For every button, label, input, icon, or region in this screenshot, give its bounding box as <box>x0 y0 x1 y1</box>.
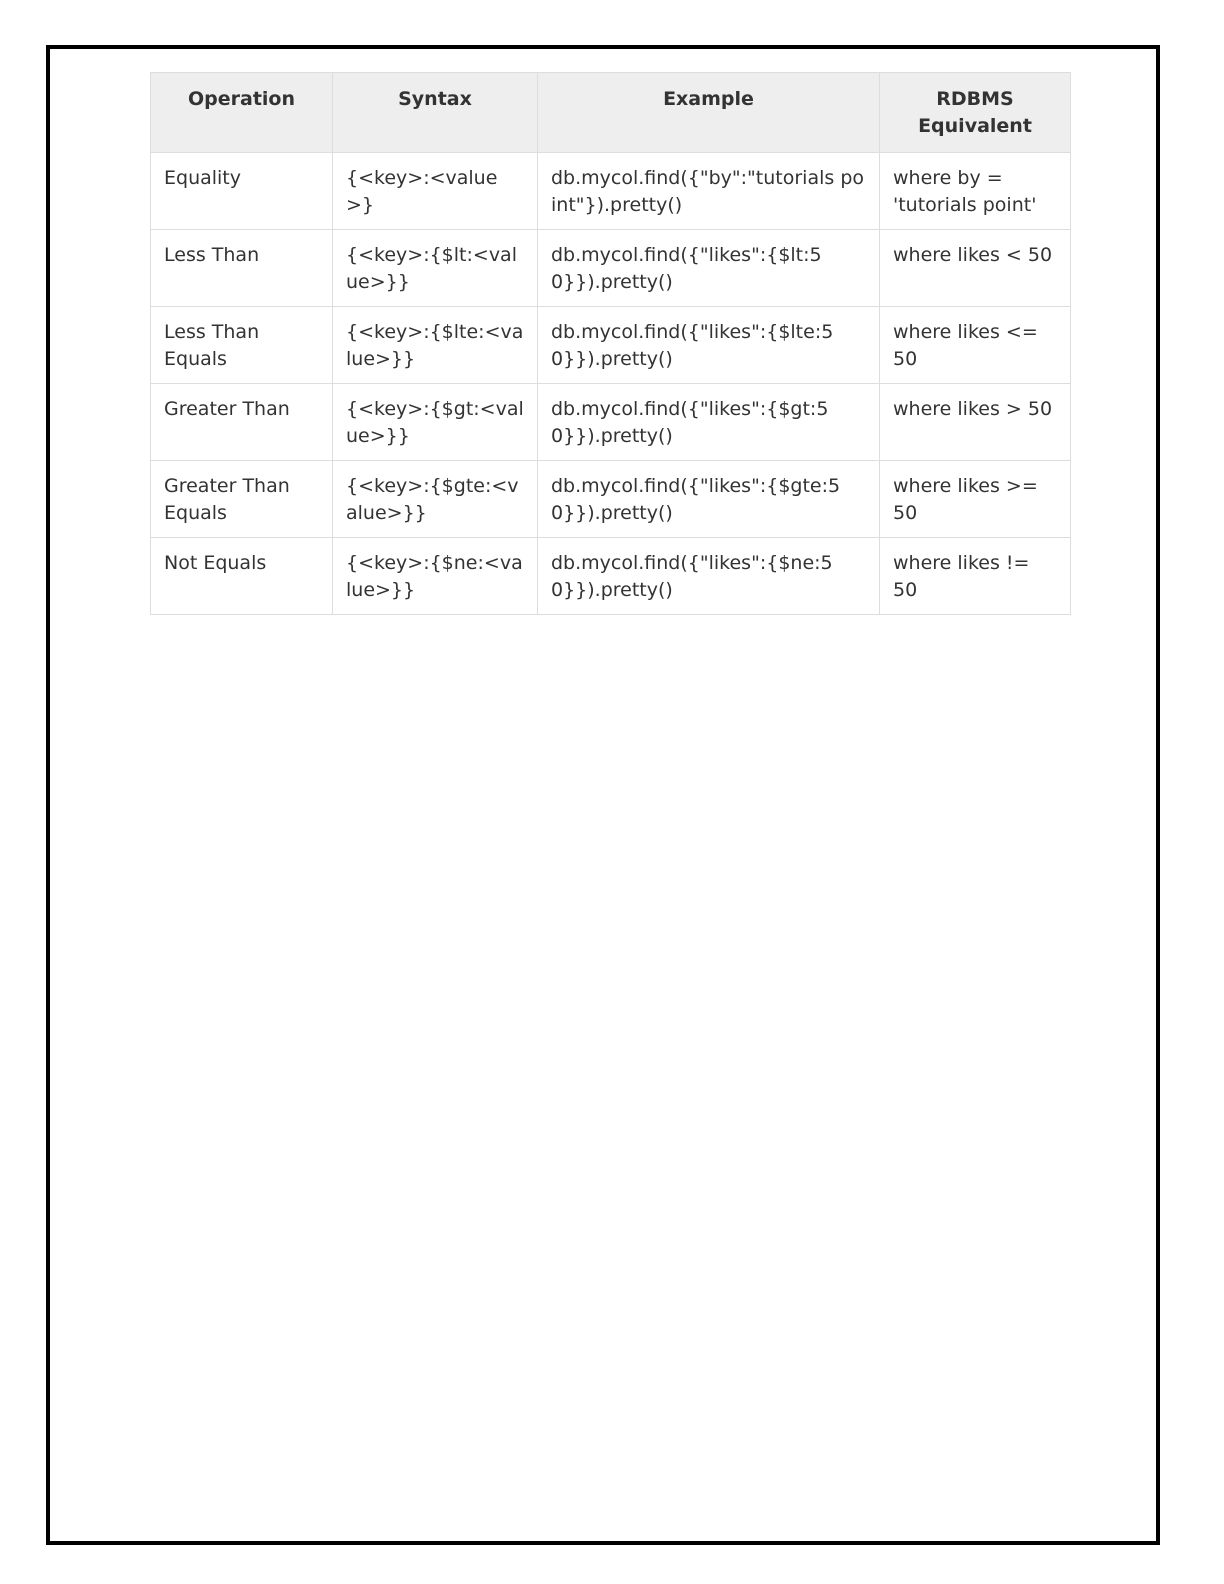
table-header-row <box>151 73 1071 153</box>
cell-example: db.mycol.find({"likes":{$gte:50}}).pretty() <box>538 461 880 538</box>
cell-syntax: {<key>:<value>} <box>333 153 538 230</box>
cell-example: db.mycol.find({"likes":{$lt:50}}).pretty() <box>538 230 880 307</box>
table-row <box>151 538 1071 615</box>
table-row <box>151 384 1071 461</box>
header-example: Example <box>538 73 880 153</box>
cell-example: db.mycol.find({"by":"tutorials point"}).pretty() <box>538 153 880 230</box>
table-row <box>151 461 1071 538</box>
cell-operation: Greater Than Equals <box>151 461 333 538</box>
cell-operation: Not Equals <box>151 538 333 615</box>
table-row <box>151 230 1071 307</box>
cell-operation: Greater Than <box>151 384 333 461</box>
cell-operation: Less Than Equals <box>151 307 333 384</box>
cell-syntax: {<key>:{$gte:<value>}} <box>333 461 538 538</box>
cell-example: db.mycol.find({"likes":{$gt:50}}).pretty() <box>538 384 880 461</box>
page-frame <box>46 45 1160 1545</box>
cell-syntax: {<key>:{$lt:<value>}} <box>333 230 538 307</box>
cell-syntax: {<key>:{$gt:<value>}} <box>333 384 538 461</box>
cell-syntax: {<key>:{$ne:<value>}} <box>333 538 538 615</box>
cell-operation: Equality <box>151 153 333 230</box>
cell-example: db.mycol.find({"likes":{$lte:50}}).pretty() <box>538 307 880 384</box>
cell-rdbms: where likes != 50 <box>880 538 1071 615</box>
cell-rdbms: where likes > 50 <box>880 384 1071 461</box>
cell-rdbms: where likes <= 50 <box>880 307 1071 384</box>
cell-operation: Less Than <box>151 230 333 307</box>
header-rdbms-equivalent: RDBMS Equivalent <box>880 73 1071 153</box>
table-row <box>151 307 1071 384</box>
header-syntax: Syntax <box>333 73 538 153</box>
cell-rdbms: where likes >= 50 <box>880 461 1071 538</box>
table-row <box>151 153 1071 230</box>
cell-example: db.mycol.find({"likes":{$ne:50}}).pretty() <box>538 538 880 615</box>
operators-table <box>150 72 1071 615</box>
cell-syntax: {<key>:{$lte:<value>}} <box>333 307 538 384</box>
cell-rdbms: where by = 'tutorials point' <box>880 153 1071 230</box>
cell-rdbms: where likes < 50 <box>880 230 1071 307</box>
header-operation: Operation <box>151 73 333 153</box>
